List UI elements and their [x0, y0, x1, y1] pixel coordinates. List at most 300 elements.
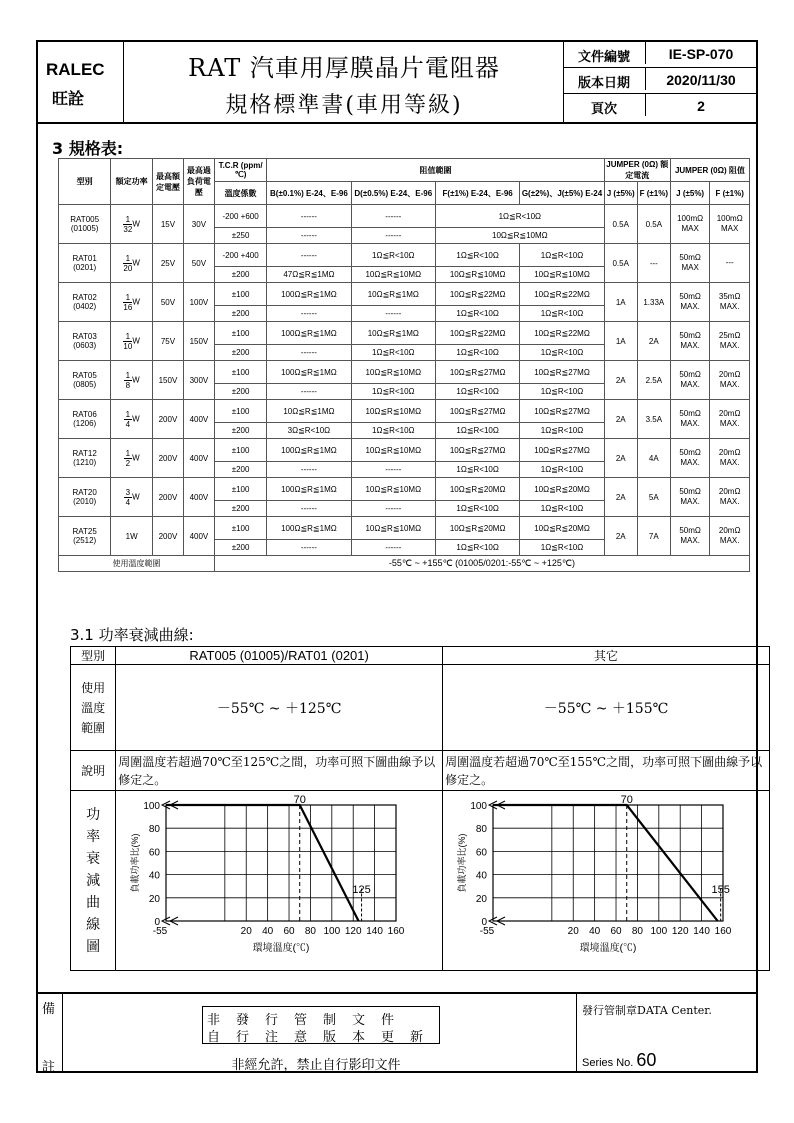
remark-label-bottom: 註	[42, 1060, 56, 1075]
y-tick-label: 0	[154, 917, 161, 928]
x-tick-label: 80	[305, 926, 317, 937]
derating-curve	[166, 805, 359, 921]
tcr-1: -200 +400	[214, 244, 266, 267]
col-f: F(±1%) E-24、E-96	[435, 182, 519, 205]
range-d-2: 10Ω≦R≦10MΩ	[351, 267, 435, 283]
jumper-current-j: 2A	[604, 478, 637, 517]
range-f-2: 10Ω≦R≦10MΩ	[435, 267, 519, 283]
range-b-2: ------	[267, 462, 351, 478]
y-tick-label: 20	[149, 893, 161, 905]
derate-note-label: 說明	[71, 751, 116, 791]
jumper-current-j: 2A	[604, 517, 637, 556]
temp-range-label: 使用溫度範圍	[59, 556, 215, 572]
uncontrolled-notice	[202, 1006, 440, 1044]
model-size: (2010)	[73, 497, 97, 506]
x-axis-label: 環境溫度(℃)	[579, 943, 637, 954]
range-b-2: ------	[267, 306, 351, 322]
power-denominator: 16	[123, 302, 133, 312]
document-subtitle: 規格標準書(車用等級)	[225, 93, 463, 118]
range-f-1: 10Ω≦R≦27MΩ	[435, 400, 519, 423]
jumper-res-j: 50mΩ MAX.	[670, 400, 710, 439]
power-denominator: 20	[123, 263, 133, 273]
rated-voltage: 25V	[152, 244, 183, 283]
derate-curve-label: 功率衰減曲線圖	[71, 791, 116, 971]
col-d: D(±0.5%) E-24、E-96	[351, 182, 435, 205]
derate-right-note: 周圍溫度若超過70℃至155℃之間，功率可照下圖曲線予以修定之。	[443, 751, 770, 791]
table-row	[59, 361, 750, 384]
range-g-1: 10Ω≦R≦27MΩ	[520, 400, 604, 423]
jumper-res-f: 25mΩ MAX.	[710, 322, 750, 361]
tcr-2: ±200	[214, 267, 266, 283]
col-jumper-resistance: JUMPER (0Ω) 阻值	[670, 159, 749, 182]
table-row	[59, 283, 750, 306]
model-name: RAT02	[72, 293, 97, 302]
range-fg-1: 1Ω≦R<10Ω	[435, 205, 604, 228]
section-3-title: 3 規格表:	[52, 139, 124, 158]
spec-table	[58, 158, 750, 572]
col-range: 阻值範圍	[267, 159, 604, 182]
tcr-1: ±100	[214, 322, 266, 345]
derate-right-chart-cell	[443, 791, 770, 971]
derate-left-chart-cell	[116, 791, 443, 971]
power-rating: $\frac{1}{8}$ W	[111, 361, 153, 400]
range-g-2: 1Ω≦R<10Ω	[520, 345, 604, 361]
table-row	[59, 244, 750, 267]
end-annotation: 155	[711, 884, 730, 897]
model-size: (0402)	[73, 302, 97, 311]
y-tick-label: 20	[475, 893, 488, 905]
overload-voltage: 400V	[183, 400, 214, 439]
x-tick-label: 160	[387, 926, 405, 937]
jumper-current-j: 0.5A	[604, 244, 637, 283]
tcr-2: ±200	[214, 384, 266, 400]
series-number	[582, 1050, 656, 1071]
range-f-1: 10Ω≦R≦27MΩ	[435, 439, 519, 462]
power-rating: $\frac{1}{2}$ W	[111, 439, 153, 478]
range-b-2: 47Ω≦R≦1MΩ	[267, 267, 351, 283]
y-tick-label: 40	[149, 870, 161, 882]
model-name: RAT005	[70, 215, 100, 224]
col-g: G(±2%)、J(±5%) E-24	[520, 182, 604, 205]
range-d-1: 10Ω≦R≦10MΩ	[351, 478, 435, 501]
rated-voltage: 200V	[152, 400, 183, 439]
overload-voltage: 50V	[183, 244, 214, 283]
y-axis-label: 負載功率比(%)	[457, 833, 468, 893]
model-cell	[59, 283, 111, 322]
x-tick-label: 80	[631, 926, 644, 937]
power-numerator: 1	[123, 254, 132, 264]
jumper-current-f: 2A	[637, 322, 670, 361]
overload-voltage: 400V	[183, 478, 214, 517]
x-tick-label: 40	[262, 926, 274, 937]
jumper-current-f: 0.5A	[637, 205, 670, 244]
range-b-2: 3Ω≦R<10Ω	[267, 423, 351, 439]
x-tick-label: 20	[567, 926, 579, 937]
power-numerator: 1	[125, 370, 131, 380]
derate-temp-label: 使用溫度範圍	[71, 665, 116, 751]
power-numerator: 1	[123, 215, 132, 225]
range-fg-2: 10Ω≦R≦10MΩ	[435, 228, 604, 244]
jumper-current-f: 5A	[637, 478, 670, 517]
range-d-2: ------	[351, 228, 435, 244]
jumper-res-j: 50mΩ MAX.	[670, 517, 710, 556]
power-rating: $\frac{1}{20}$ W	[111, 244, 153, 283]
range-b-1: 100Ω≦R≦1MΩ	[267, 283, 351, 306]
range-b-1: ------	[267, 244, 351, 267]
model-cell	[59, 400, 111, 439]
range-d-2: 1Ω≦R<10Ω	[351, 384, 435, 400]
power-numerator: 1	[123, 293, 132, 303]
power-rating: $\frac{3}{4}$ W	[111, 478, 153, 517]
range-d-1: 10Ω≦R≦10MΩ	[351, 361, 435, 384]
range-g-2: 1Ω≦R<10Ω	[520, 540, 604, 556]
y-tick-label: 0	[481, 917, 488, 928]
power-numerator: 3	[125, 487, 131, 497]
tcr-1: ±100	[214, 517, 266, 540]
plot-frame	[493, 805, 723, 921]
range-g-1: 10Ω≦R≦27MΩ	[520, 439, 604, 462]
model-cell	[59, 517, 111, 556]
col-jr-f: F (±1%)	[710, 182, 750, 205]
derating-chart-right	[443, 791, 749, 967]
page-number: 2	[645, 94, 756, 116]
section-3-1-title: 3.1 功率衰減曲線:	[70, 626, 194, 644]
range-d-2: ------	[351, 501, 435, 517]
tcr-2: ±200	[214, 306, 266, 322]
document-footer	[38, 992, 756, 1073]
power-rating: $\frac{1}{4}$ W	[111, 400, 153, 439]
jumper-res-f: 20mΩ MAX.	[710, 439, 750, 478]
range-d-2: 1Ω≦R<10Ω	[351, 423, 435, 439]
jumper-current-j: 2A	[604, 400, 637, 439]
y-tick-label: 100	[143, 801, 161, 812]
power-denominator: 2	[125, 458, 131, 468]
range-d-2: ------	[351, 462, 435, 478]
jumper-current-f: 4A	[637, 439, 670, 478]
knee-annotation: 70	[293, 794, 307, 806]
jumper-current-f: 2.5A	[637, 361, 670, 400]
y-tick-label: 80	[149, 824, 161, 836]
jumper-current-f: 1.33A	[637, 283, 670, 322]
col-tcr-sub: 溫度係數	[214, 182, 266, 205]
power-numerator: 1	[125, 448, 131, 458]
issue-control-stamp: 發行管制章DATA Center.	[582, 1004, 712, 1017]
x-tick-label: 100	[650, 926, 668, 937]
model-name: RAT05	[72, 371, 97, 380]
range-d-2: ------	[351, 540, 435, 556]
derating-chart-left	[116, 791, 422, 967]
model-cell	[59, 205, 111, 244]
tcr-2: ±200	[214, 540, 266, 556]
range-b-2: ------	[267, 228, 351, 244]
jumper-current-j: 2A	[604, 439, 637, 478]
remark-label-top: 備	[42, 1002, 56, 1017]
range-g-1: 10Ω≦R≦22MΩ	[520, 283, 604, 306]
power-denominator: 10	[123, 341, 133, 351]
jumper-res-f: 100mΩ MAX	[710, 205, 750, 244]
jumper-res-f: 20mΩ MAX.	[710, 400, 750, 439]
x-tick-label: 120	[345, 926, 362, 937]
range-b-1: 100Ω≦R≦1MΩ	[267, 322, 351, 345]
jumper-res-j: 50mΩ MAX.	[670, 322, 710, 361]
range-f-1: 10Ω≦R≦20MΩ	[435, 478, 519, 501]
derating-curve	[493, 805, 718, 921]
model-size: (0603)	[73, 341, 97, 350]
rated-voltage: 15V	[152, 205, 183, 244]
y-tick-label: 60	[475, 847, 488, 859]
range-f-2: 1Ω≦R<10Ω	[435, 345, 519, 361]
range-f-2: 1Ω≦R<10Ω	[435, 423, 519, 439]
range-d-1: 10Ω≦R≦10MΩ	[351, 400, 435, 423]
range-d-2: ------	[351, 306, 435, 322]
x-tick-label: 160	[714, 926, 732, 937]
tcr-2: ±250	[214, 228, 266, 244]
table-row	[59, 517, 750, 540]
jumper-res-f: ---	[710, 244, 750, 283]
jumper-res-f: 20mΩ MAX.	[710, 517, 750, 556]
model-name: RAT03	[72, 332, 97, 341]
table-row	[59, 322, 750, 345]
x-tick-label: 120	[671, 926, 689, 937]
col-power: 額定功率	[111, 159, 153, 205]
power-rating: 1W	[111, 517, 153, 556]
x-tick-label: -55	[152, 926, 168, 937]
model-cell	[59, 439, 111, 478]
tcr-1: ±100	[214, 478, 266, 501]
model-size: (2512)	[73, 536, 97, 545]
overload-voltage: 400V	[183, 517, 214, 556]
power-denominator: 4	[125, 419, 131, 429]
range-f-2: 1Ω≦R<10Ω	[435, 501, 519, 517]
overload-voltage: 150V	[183, 322, 214, 361]
tcr-1: ±100	[214, 400, 266, 423]
notice-line-2: 自行注意版本更新	[207, 1030, 440, 1045]
x-tick-label: 60	[283, 926, 295, 937]
range-g-2: 1Ω≦R<10Ω	[520, 306, 604, 322]
jumper-res-f: 20mΩ MAX.	[710, 361, 750, 400]
series-label: Series No.	[582, 1057, 634, 1069]
title-cell	[124, 42, 564, 122]
table-row	[59, 439, 750, 462]
model-size: (01005)	[70, 224, 99, 233]
tcr-2: ±200	[214, 423, 266, 439]
tcr-1: ±100	[214, 439, 266, 462]
x-tick-label: 140	[693, 926, 711, 937]
overload-voltage: 300V	[183, 361, 214, 400]
table-row	[59, 478, 750, 501]
col-jumper-current: JUMPER (0Ω) 額定電流	[604, 159, 670, 182]
range-f-2: 1Ω≦R<10Ω	[435, 462, 519, 478]
overload-voltage: 400V	[183, 439, 214, 478]
doc-no-label: 文件編號	[577, 50, 630, 65]
y-tick-label: 60	[149, 847, 161, 859]
range-b-2: ------	[267, 345, 351, 361]
jumper-current-f: 7A	[637, 517, 670, 556]
y-axis-label: 負載功率比(%)	[130, 833, 141, 893]
model-cell	[59, 244, 111, 283]
model-cell	[59, 478, 111, 517]
jumper-current-j: 0.5A	[604, 205, 637, 244]
model-cell	[59, 322, 111, 361]
series-value: 60	[636, 1050, 657, 1070]
range-f-1: 10Ω≦R≦20MΩ	[435, 517, 519, 540]
tcr-2: ±200	[214, 462, 266, 478]
document-header	[38, 42, 756, 124]
derate-left-type: RAT005 (01005)/RAT01 (0201)	[116, 647, 443, 665]
tcr-1: -200 +600	[214, 205, 266, 228]
no-copy-notice: 非經允許，禁止自行影印文件	[231, 1058, 401, 1073]
col-b: B(±0.1%) E-24、E-96	[267, 182, 351, 205]
rated-voltage: 200V	[152, 439, 183, 478]
company-logo-cn: 旺詮	[52, 89, 85, 108]
rated-voltage: 200V	[152, 517, 183, 556]
version-date: 2020/11/30	[645, 68, 756, 90]
x-tick-label: 20	[240, 926, 252, 937]
jumper-current-f: 3.5A	[637, 400, 670, 439]
rated-voltage: 50V	[152, 283, 183, 322]
x-tick-label: 40	[589, 926, 601, 937]
temp-range-value: -55℃ ~ +155℃ (01005/0201:-55℃ ~ +125℃)	[214, 556, 749, 572]
y-tick-label: 100	[470, 801, 488, 812]
range-g-1: 10Ω≦R≦27MΩ	[520, 361, 604, 384]
range-d-2: 1Ω≦R<10Ω	[351, 345, 435, 361]
range-g-2: 1Ω≦R<10Ω	[520, 423, 604, 439]
range-g-1: 10Ω≦R≦22MΩ	[520, 322, 604, 345]
model-size: (0805)	[73, 380, 97, 389]
range-g-2: 1Ω≦R<10Ω	[520, 384, 604, 400]
table-row	[59, 205, 750, 228]
overload-voltage: 30V	[183, 205, 214, 244]
model-name: RAT20	[72, 488, 97, 497]
col-jc-f: F (±1%)	[637, 182, 670, 205]
jumper-res-f: 35mΩ MAX.	[710, 283, 750, 322]
x-axis-label: 環境溫度(℃)	[252, 943, 310, 954]
rated-voltage: 200V	[152, 478, 183, 517]
jumper-current-f: ---	[637, 244, 670, 283]
model-name: RAT06	[72, 410, 97, 419]
range-d-1: 10Ω≦R≦10MΩ	[351, 439, 435, 462]
page-label: 頁次	[590, 102, 617, 117]
range-f-2: 1Ω≦R<10Ω	[435, 384, 519, 400]
document-title: RAT 汽車用厚膜晶片電阻器	[188, 54, 500, 82]
range-d-1: 10Ω≦R≦1MΩ	[351, 283, 435, 306]
model-size: (1210)	[73, 458, 97, 467]
range-f-2: 1Ω≦R<10Ω	[435, 306, 519, 322]
range-g-1: 10Ω≦R≦20MΩ	[520, 517, 604, 540]
range-g-1: 10Ω≦R≦20MΩ	[520, 478, 604, 501]
range-d-1: 10Ω≦R≦1MΩ	[351, 322, 435, 345]
company-logo-en: RALEC	[46, 60, 105, 79]
col-tcr: T.C.R (ppm/℃)	[214, 159, 266, 182]
range-b-1: 100Ω≦R≦1MΩ	[267, 361, 351, 384]
jumper-res-j: 50mΩ MAX.	[670, 361, 710, 400]
col-jr-j: J (±5%)	[670, 182, 710, 205]
tcr-2: ±200	[214, 501, 266, 517]
end-annotation: 125	[352, 884, 371, 897]
range-d-1: 1Ω≦R<10Ω	[351, 244, 435, 267]
page-frame	[36, 40, 763, 1075]
y-tick-label: 40	[475, 870, 488, 882]
range-d-1: ------	[351, 205, 435, 228]
model-cell	[59, 361, 111, 400]
power-rating: $\frac{1}{10}$ W	[111, 322, 153, 361]
jumper-res-j: 50mΩ MAX.	[670, 478, 710, 517]
derate-left-temp: －55℃ ~ ＋125℃	[116, 665, 443, 751]
rated-voltage: 75V	[152, 322, 183, 361]
x-tick-label: 60	[610, 926, 622, 937]
tcr-1: ±100	[214, 361, 266, 384]
power-numerator: 1	[125, 409, 131, 419]
range-b-1: 100Ω≦R≦1MΩ	[267, 478, 351, 501]
power-denominator: 4	[125, 497, 131, 507]
model-name: RAT12	[72, 449, 97, 458]
range-g-1: 1Ω≦R<10Ω	[520, 244, 604, 267]
col-max-voltage: 最高額定電壓	[152, 159, 183, 205]
range-f-1: 10Ω≦R≦22MΩ	[435, 283, 519, 306]
version-label: 版本日期	[577, 76, 630, 91]
rated-voltage: 150V	[152, 361, 183, 400]
jumper-res-f: 20mΩ MAX.	[710, 478, 750, 517]
col-jc-j: J (±5%)	[604, 182, 637, 205]
range-b-2: ------	[267, 384, 351, 400]
col-type: 型別	[59, 159, 111, 205]
power-rating: $\frac{1}{32}$ W	[111, 205, 153, 244]
range-b-2: ------	[267, 501, 351, 517]
y-tick-label: 80	[475, 824, 488, 836]
range-b-1: ------	[267, 205, 351, 228]
knee-annotation: 70	[620, 794, 633, 806]
x-tick-label: 140	[366, 926, 384, 937]
range-b-2: ------	[267, 540, 351, 556]
jumper-res-j: 50mΩ MAX.	[670, 283, 710, 322]
range-f-2: 1Ω≦R<10Ω	[435, 540, 519, 556]
col-max-overload: 最高過負荷電壓	[183, 159, 214, 205]
range-f-1: 10Ω≦R≦22MΩ	[435, 322, 519, 345]
range-g-2: 1Ω≦R<10Ω	[520, 501, 604, 517]
range-b-1: 100Ω≦R≦1MΩ	[267, 517, 351, 540]
derate-right-type: 其它	[443, 647, 770, 665]
derating-table	[70, 646, 770, 971]
logo-cell	[38, 42, 124, 122]
range-f-1: 10Ω≦R≦27MΩ	[435, 361, 519, 384]
model-name: RAT01	[72, 254, 97, 263]
doc-meta	[564, 42, 756, 122]
range-g-2: 10Ω≦R≦10MΩ	[520, 267, 604, 283]
jumper-current-j: 2A	[604, 361, 637, 400]
doc-no: IE-SP-070	[645, 42, 756, 64]
jumper-current-j: 1A	[604, 283, 637, 322]
range-g-2: 1Ω≦R<10Ω	[520, 462, 604, 478]
model-size: (1206)	[73, 419, 97, 428]
jumper-current-j: 1A	[604, 322, 637, 361]
derate-left-note: 周圍溫度若超過70℃至125℃之間，功率可照下圖曲線予以修定之。	[116, 751, 443, 791]
derate-type-label: 型別	[71, 647, 116, 665]
power-numerator: 1	[123, 332, 132, 342]
power-denominator: 32	[123, 224, 133, 234]
power-rating: $\frac{1}{16}$ W	[111, 283, 153, 322]
range-d-1: 10Ω≦R≦10MΩ	[351, 517, 435, 540]
jumper-res-j: 50mΩ MAX.	[670, 439, 710, 478]
derate-right-temp: －55℃ ~ ＋155℃	[443, 665, 770, 751]
model-size: (0201)	[73, 263, 97, 272]
range-b-1: 100Ω≦R≦1MΩ	[267, 439, 351, 462]
x-tick-label: -55	[479, 926, 495, 937]
range-b-1: 10Ω≦R≦1MΩ	[267, 400, 351, 423]
x-tick-label: 100	[323, 926, 341, 937]
table-row	[59, 400, 750, 423]
jumper-res-j: 100mΩ MAX	[670, 205, 710, 244]
overload-voltage: 100V	[183, 283, 214, 322]
